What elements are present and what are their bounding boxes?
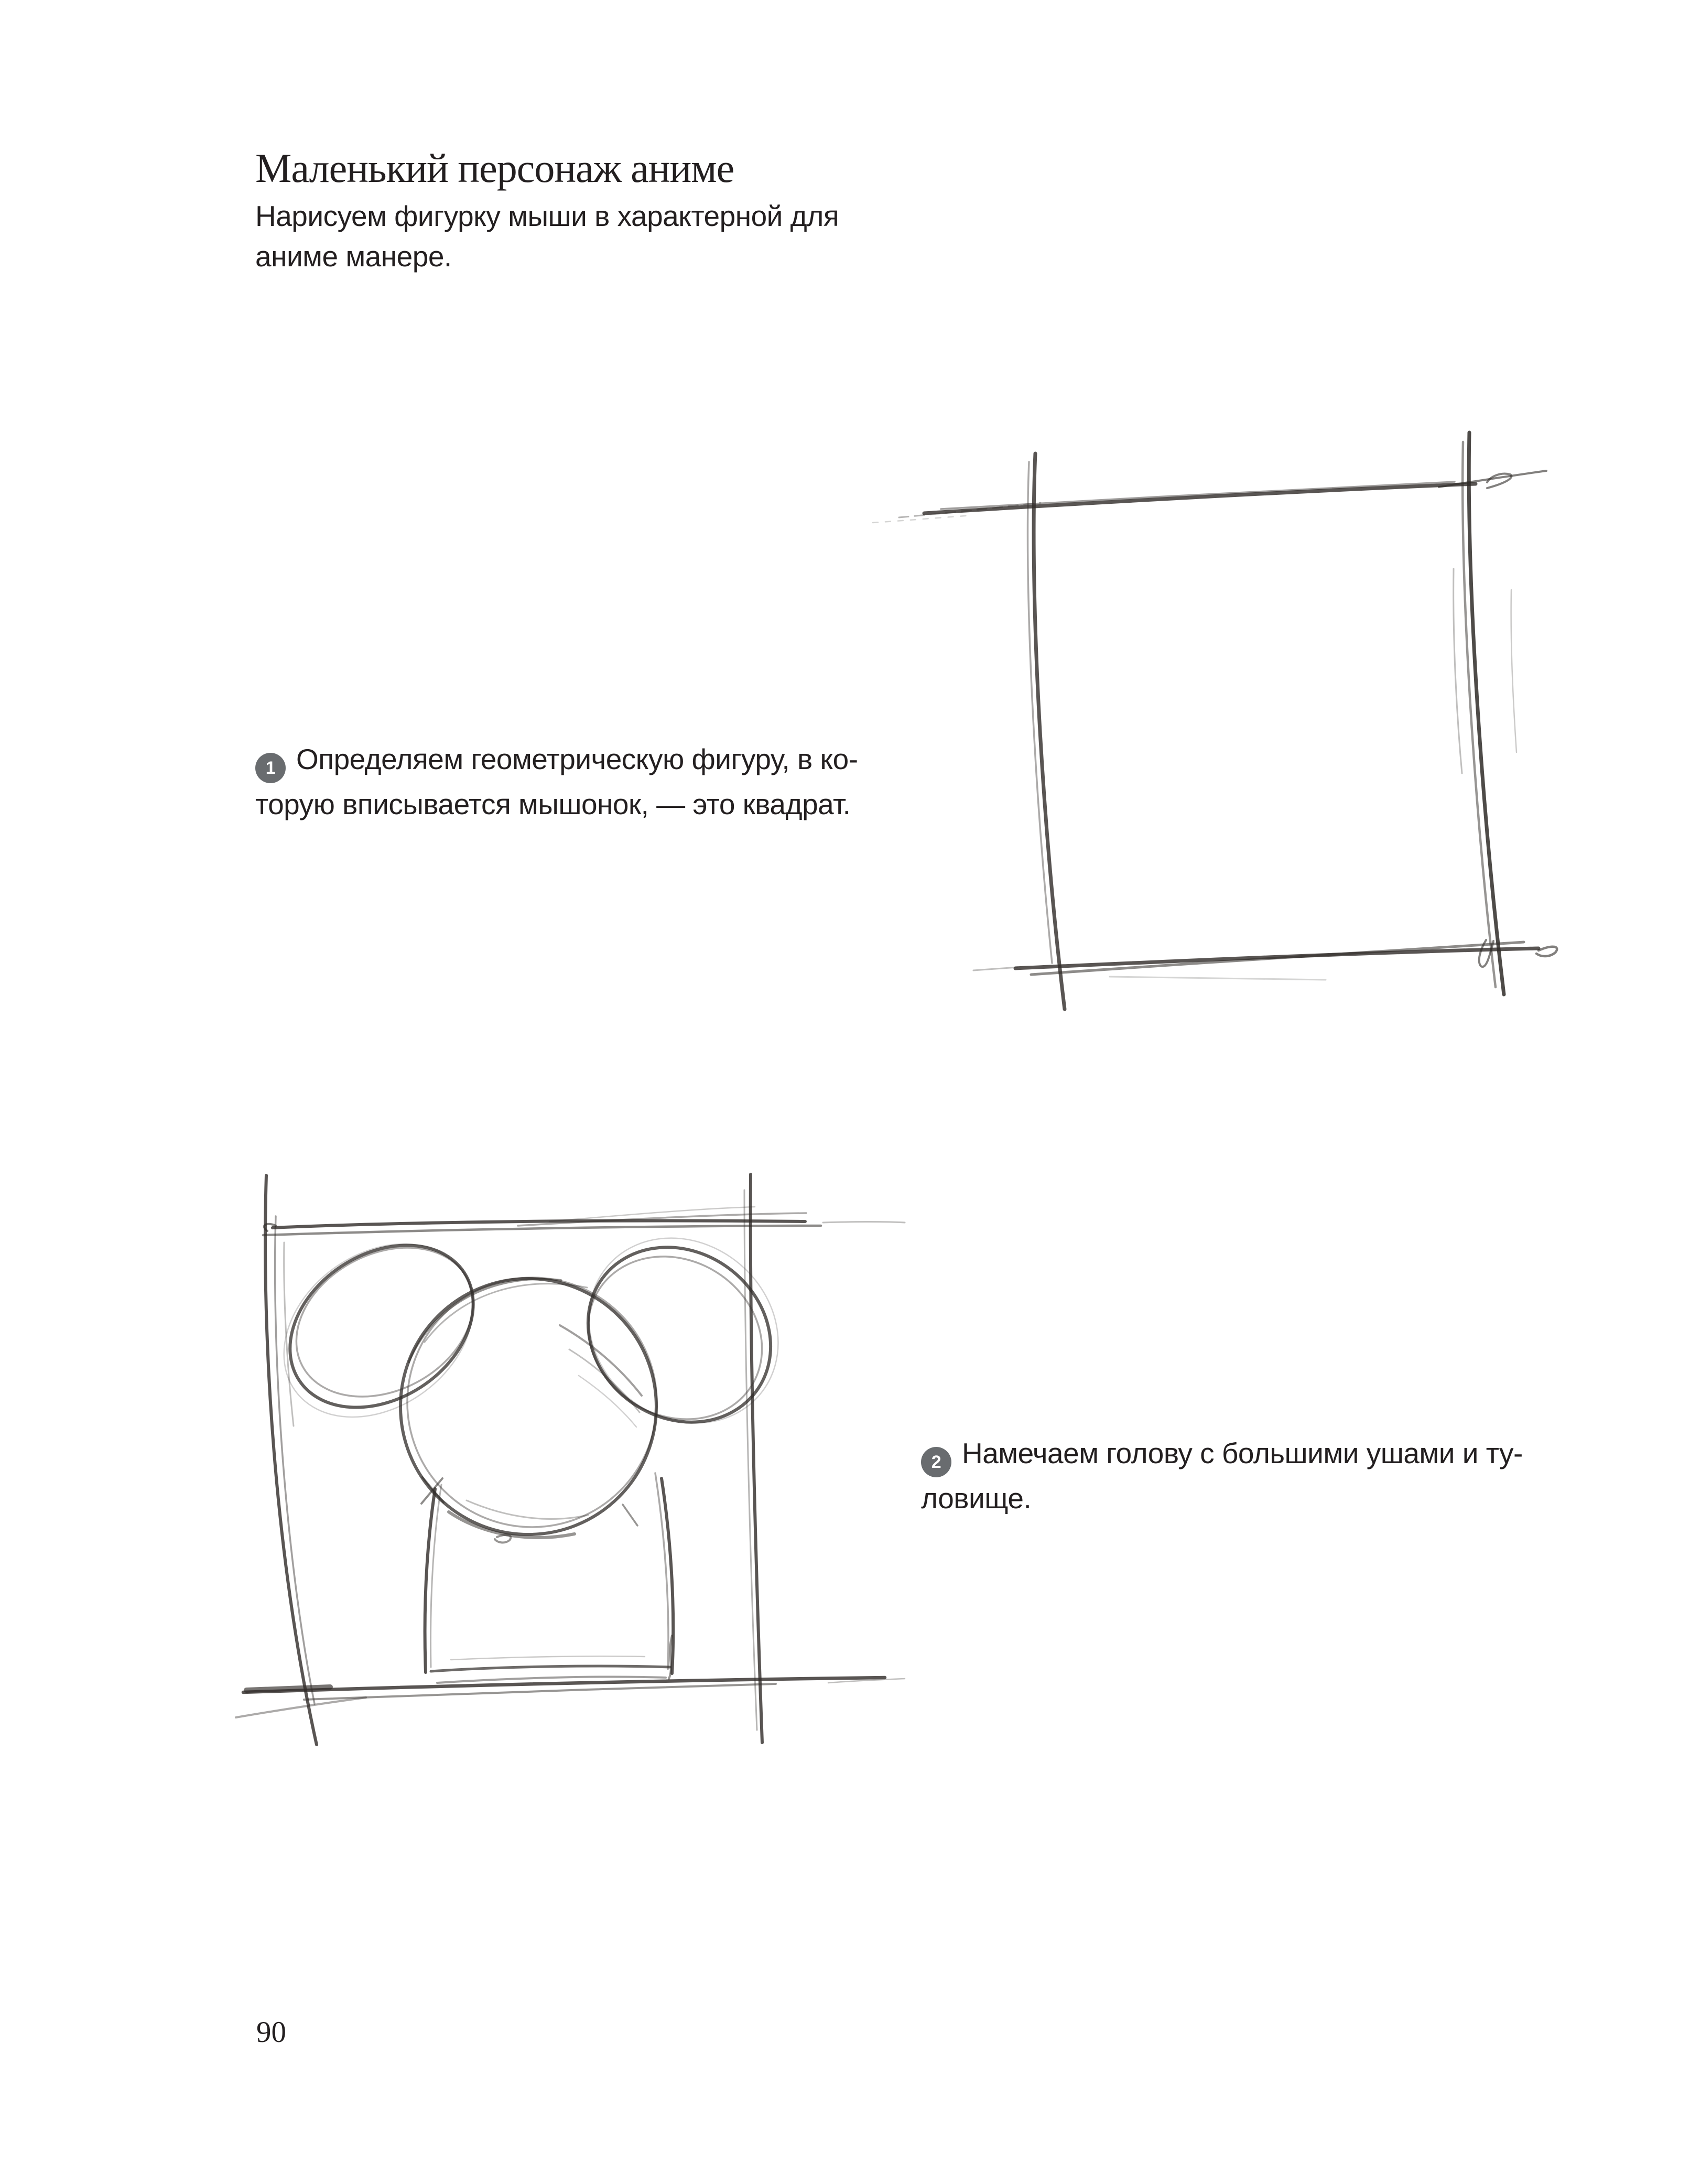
frame-right-line bbox=[744, 1174, 762, 1743]
step-2-caption bbox=[921, 1432, 1644, 1519]
page-title: Маленький персонаж аниме bbox=[255, 145, 734, 191]
left-ear-oval bbox=[251, 1208, 507, 1453]
page-number: 90 bbox=[256, 2016, 286, 2049]
step-1-line-1: Определяем геометрическую фигуру, в ко- bbox=[296, 743, 858, 775]
intro-line-1: Нарисуем фигурку мыши в характерной для bbox=[255, 200, 839, 232]
square-top-edge bbox=[873, 471, 1546, 523]
step-1-line-2: торую вписывается мышонок, — это квадрат. bbox=[255, 788, 851, 820]
frame-bottom-line bbox=[236, 1678, 905, 1717]
step-1-caption bbox=[255, 738, 1000, 825]
square-sketch-figure bbox=[862, 412, 1565, 1020]
step-2-line-1: Намечаем голову с большими ушами и ту- bbox=[962, 1437, 1523, 1469]
frame-top-line bbox=[263, 1207, 905, 1235]
torso-shape bbox=[425, 1473, 674, 1683]
step-2-line-2: ловище. bbox=[921, 1482, 1032, 1515]
mouse-sketch-figure bbox=[224, 1142, 911, 1781]
step-1-number-badge: 1 bbox=[255, 753, 286, 783]
intro-paragraph bbox=[255, 196, 839, 277]
square-left-edge bbox=[1028, 453, 1065, 1009]
step-2-number-badge: 2 bbox=[921, 1447, 951, 1477]
right-ear-oval bbox=[551, 1200, 816, 1462]
intro-line-2: аниме манере. bbox=[255, 240, 452, 273]
frame-left-line bbox=[265, 1175, 317, 1745]
square-right-edge bbox=[1454, 433, 1516, 994]
